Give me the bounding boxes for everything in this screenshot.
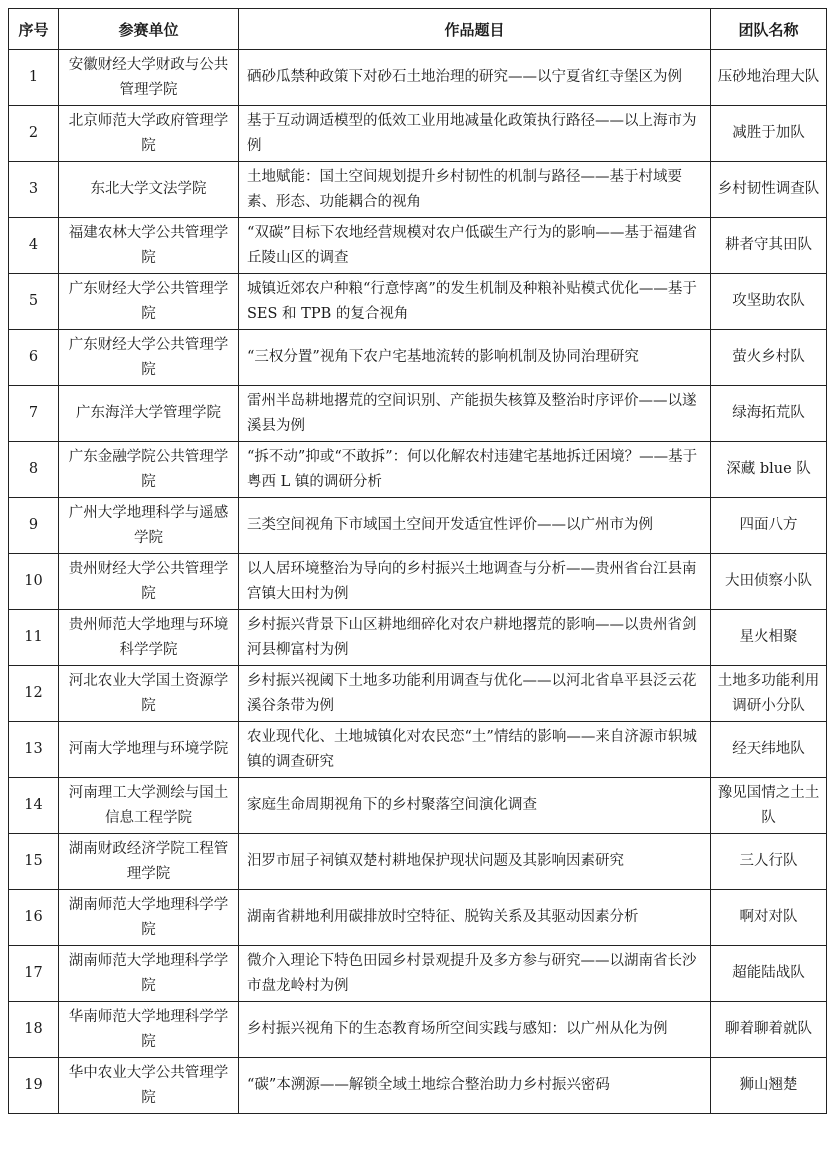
cell-title: “拆不动”抑或“不敢拆”：何以化解农村违建宅基地拆迁困境？——基于粤西 L 镇的调研分析: [239, 442, 711, 498]
table-row: [9, 834, 827, 890]
cell-team: 土地多功能利用调研小分队: [711, 666, 827, 722]
table-row: [9, 554, 827, 610]
cell-title: 乡村振兴背景下山区耕地细碎化对农户耕地撂荒的影响——以贵州省剑河县柳富村为例: [239, 610, 711, 666]
cell-no: 13: [9, 722, 59, 778]
cell-team: 经天纬地队: [711, 722, 827, 778]
cell-unit: 广东财经大学公共管理学院: [59, 330, 239, 386]
header-unit: 参赛单位: [59, 9, 239, 50]
cell-title: 乡村振兴视角下的生态教育场所空间实践与感知：以广州从化为例: [239, 1002, 711, 1058]
cell-unit: 东北大学文法学院: [59, 162, 239, 218]
cell-title: 土地赋能：国土空间规划提升乡村韧性的机制与路径——基于村域要素、形态、功能耦合的视角: [239, 162, 711, 218]
cell-no: 2: [9, 106, 59, 162]
cell-title: 湖南省耕地利用碳排放时空特征、脱钩关系及其驱动因素分析: [239, 890, 711, 946]
cell-no: 15: [9, 834, 59, 890]
cell-no: 11: [9, 610, 59, 666]
cell-no: 6: [9, 330, 59, 386]
cell-no: 9: [9, 498, 59, 554]
table-row: [9, 1002, 827, 1058]
header-title: 作品题目: [239, 9, 711, 50]
table-row: [9, 386, 827, 442]
table-row: [9, 274, 827, 330]
cell-title: 城镇近郊农户种粮“行意悖离”的发生机制及种粮补贴模式优化——基于 SES 和 TPB 的复合视角: [239, 274, 711, 330]
cell-unit: 湖南师范大学地理科学学院: [59, 890, 239, 946]
cell-no: 5: [9, 274, 59, 330]
table-row: [9, 442, 827, 498]
cell-team: 四面八方: [711, 498, 827, 554]
cell-no: 7: [9, 386, 59, 442]
table-row: [9, 218, 827, 274]
table-row: [9, 330, 827, 386]
cell-no: 14: [9, 778, 59, 834]
cell-title: 硒砂瓜禁种政策下对砂石土地治理的研究——以宁夏省红寺堡区为例: [239, 50, 711, 106]
cell-team: 压砂地治理大队: [711, 50, 827, 106]
cell-team: 大田侦察小队: [711, 554, 827, 610]
cell-unit: 北京师范大学政府管理学院: [59, 106, 239, 162]
cell-title: 汨罗市屈子祠镇双楚村耕地保护现状问题及其影响因素研究: [239, 834, 711, 890]
cell-unit: 广东海洋大学管理学院: [59, 386, 239, 442]
cell-unit: 安徽财经大学财政与公共管理学院: [59, 50, 239, 106]
table-row: [9, 162, 827, 218]
table-row: [9, 666, 827, 722]
cell-title: “碳”本溯源——解锁全域土地综合整治助力乡村振兴密码: [239, 1058, 711, 1114]
cell-team: 聊着聊着就队: [711, 1002, 827, 1058]
cell-team: 耕者守其田队: [711, 218, 827, 274]
cell-no: 1: [9, 50, 59, 106]
cell-team: 星火相聚: [711, 610, 827, 666]
table-container: [8, 8, 827, 1114]
cell-title: 农业现代化、土地城镇化对农民恋“土”情结的影响——来自济源市轵城镇的调查研究: [239, 722, 711, 778]
cell-no: 19: [9, 1058, 59, 1114]
cell-team: 啊对对队: [711, 890, 827, 946]
cell-no: 3: [9, 162, 59, 218]
cell-unit: 广东财经大学公共管理学院: [59, 274, 239, 330]
cell-unit: 湖南财政经济学院工程管理学院: [59, 834, 239, 890]
table-row: [9, 778, 827, 834]
cell-unit: 贵州师范大学地理与环境科学学院: [59, 610, 239, 666]
cell-title: 微介入理论下特色田园乡村景观提升及多方参与研究——以湖南省长沙市盘龙岭村为例: [239, 946, 711, 1002]
cell-title: “三权分置”视角下农户宅基地流转的影响机制及协同治理研究: [239, 330, 711, 386]
cell-team: 攻坚助农队: [711, 274, 827, 330]
table-row: [9, 890, 827, 946]
cell-no: 4: [9, 218, 59, 274]
cell-unit: 华中农业大学公共管理学院: [59, 1058, 239, 1114]
cell-team: 萤火乡村队: [711, 330, 827, 386]
table-row: [9, 1058, 827, 1114]
cell-no: 18: [9, 1002, 59, 1058]
cell-unit: 河南理工大学测绘与国土信息工程学院: [59, 778, 239, 834]
cell-no: 8: [9, 442, 59, 498]
cell-unit: 福建农林大学公共管理学院: [59, 218, 239, 274]
table-row: [9, 722, 827, 778]
cell-title: 乡村振兴视阈下土地多功能利用调查与优化——以河北省阜平县泛云花溪谷条带为例: [239, 666, 711, 722]
table-row: [9, 50, 827, 106]
table-header-row: [9, 9, 827, 50]
cell-title: 基于互动调适模型的低效工业用地减量化政策执行路径——以上海市为例: [239, 106, 711, 162]
cell-unit: 河北农业大学国土资源学院: [59, 666, 239, 722]
cell-title: 家庭生命周期视角下的乡村聚落空间演化调查: [239, 778, 711, 834]
cell-unit: 广州大学地理科学与遥感学院: [59, 498, 239, 554]
cell-team: 超能陆战队: [711, 946, 827, 1002]
cell-team: 三人行队: [711, 834, 827, 890]
table-row: [9, 610, 827, 666]
cell-team: 豫见国情之土土队: [711, 778, 827, 834]
table-row: [9, 498, 827, 554]
header-team: 团队名称: [711, 9, 827, 50]
cell-team: 绿海拓荒队: [711, 386, 827, 442]
cell-no: 12: [9, 666, 59, 722]
cell-unit: 广东金融学院公共管理学院: [59, 442, 239, 498]
cell-team: 狮山翘楚: [711, 1058, 827, 1114]
cell-team: 乡村韧性调查队: [711, 162, 827, 218]
cell-team: 减胜于加队: [711, 106, 827, 162]
competition-entries-table: [8, 8, 827, 1114]
cell-no: 17: [9, 946, 59, 1002]
table-row: [9, 106, 827, 162]
cell-unit: 贵州财经大学公共管理学院: [59, 554, 239, 610]
cell-team: 深藏 blue 队: [711, 442, 827, 498]
cell-no: 10: [9, 554, 59, 610]
cell-unit: 河南大学地理与环境学院: [59, 722, 239, 778]
cell-title: 雷州半岛耕地撂荒的空间识别、产能损失核算及整治时序评价——以遂溪县为例: [239, 386, 711, 442]
cell-no: 16: [9, 890, 59, 946]
table-row: [9, 946, 827, 1002]
cell-unit: 华南师范大学地理科学学院: [59, 1002, 239, 1058]
cell-title: “双碳”目标下农地经营规模对农户低碳生产行为的影响——基于福建省丘陵山区的调查: [239, 218, 711, 274]
cell-title: 三类空间视角下市域国土空间开发适宜性评价——以广州市为例: [239, 498, 711, 554]
cell-unit: 湖南师范大学地理科学学院: [59, 946, 239, 1002]
header-no: 序号: [9, 9, 59, 50]
cell-title: 以人居环境整治为导向的乡村振兴土地调查与分析——贵州省台江县南宫镇大田村为例: [239, 554, 711, 610]
